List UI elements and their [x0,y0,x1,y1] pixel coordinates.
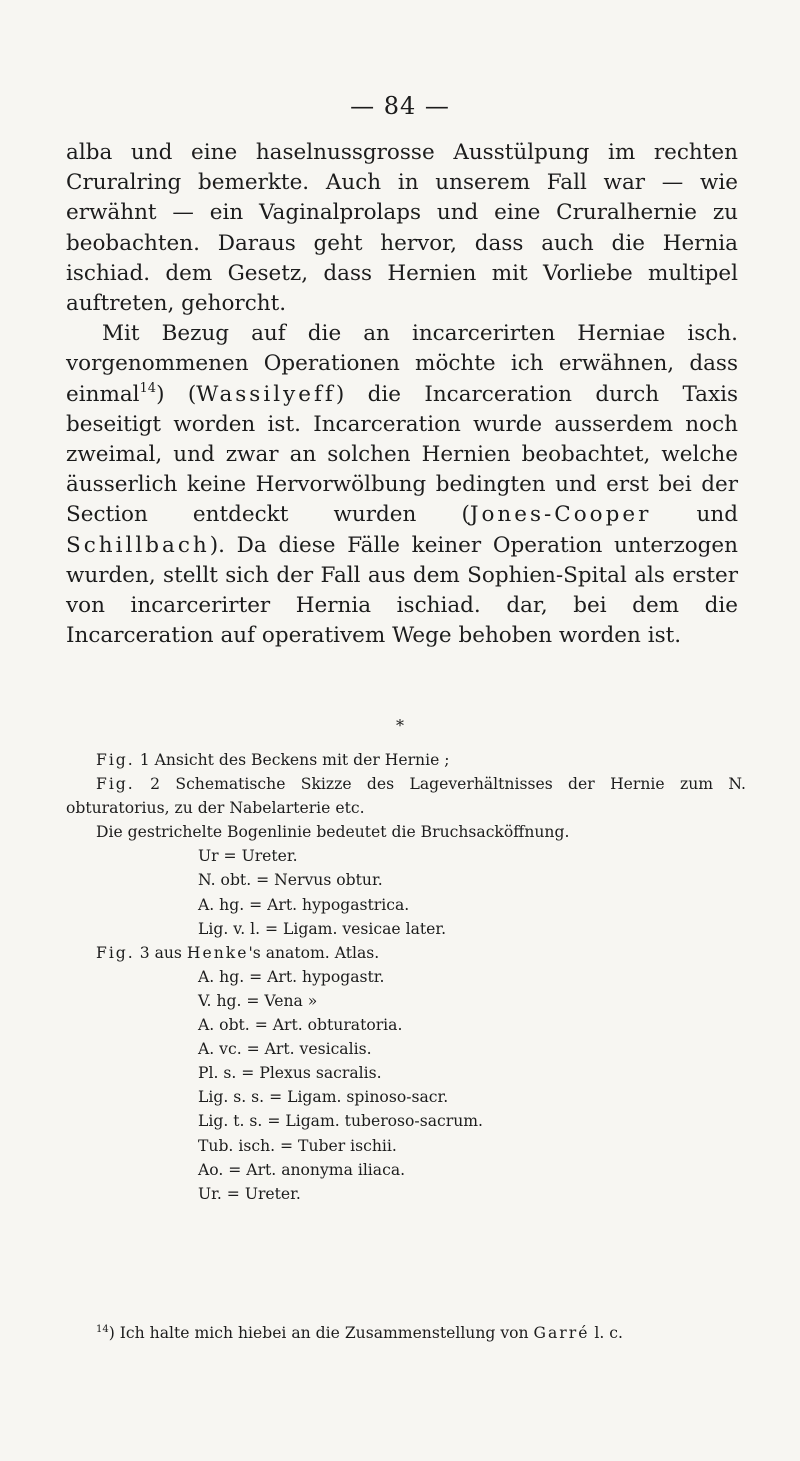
paragraph-1: alba und eine haselnussgrosse Ausstülpung im rechten Cruralring bemerkte. Auch in unserem Fall war — wie erwähnt — ein Vaginalprolaps und eine Cruralhernie zu beobachten. Daraus geht hervor, dass auch die Hernia ischiad. dem Gesetz, dass Hernien mit Vorliebe multipel auftreten, gehorcht. [66,140,738,317]
legend-row: Lig. t. s. = Ligam. tuberoso-sacrum. [198,1112,483,1131]
footnote [66,1321,746,1345]
legend-row: Ur = Ureter. [198,847,298,866]
paragraph-2-part2: ) ( [156,381,197,407]
fig2-caption [66,772,746,820]
author-garre: Garré [533,1324,590,1342]
legend-row: Pl. s. = Plexus sacralis. [198,1064,382,1083]
paragraph-2 [66,319,738,651]
legend-row: A. vc. = Art. vesicalis. [198,1040,372,1059]
author-jones-cooper: Jones-Cooper [469,502,652,528]
page-number: — 84 — [350,92,450,120]
section-ornament: * [396,716,404,735]
legend-row: A. hg. = Art. hypogastr. [198,967,385,986]
fig2-label: Fig. [96,775,135,794]
fig3-text-a: 3 aus [139,943,187,962]
legend-row: Lig. s. s. = Ligam. spinoso-sacr. [198,1088,449,1107]
legend-row: Ur. = Ureter. [198,1184,301,1203]
paragraph-2-part3: ) die Incarceration durch Taxis beseitigt worden ist. Incarceration wurde ausserdem noch zweimal, und zwar an solchen Hernien beobachtet, welche äusserlich keine Hervorwölbung bedingten und erst bei der Section entdeckt wurden ( [66,381,738,528]
author-henke: Henke [186,943,249,962]
fig1-caption [66,748,746,772]
footnote-mark: 14 [96,1324,109,1335]
legend-row: Tub. isch. = Tuber ischii. [198,1136,397,1155]
paragraph-2-part5: ). Da diese Fälle keiner Operation unterzogen wurden, stellt sich der Fall aus dem Sophien-Spital als erster von incarcerirter Hernia ischiad. dar, bei dem die Incarceration auf operativem Wege behoben worden ist. [66,532,738,649]
footnote-text-a: ) Ich halte mich hiebei an die Zusammenstellung von [108,1324,534,1342]
fig3-text-b: 's anatom. Atlas. [248,943,380,962]
legend-row: V. hg. = Vena » [198,991,318,1010]
fig1-label: Fig. [96,751,135,769]
fig3-label: Fig. [96,943,135,962]
fig3-caption [66,941,746,965]
fig2-note: Die gestrichelte Bogenlinie bedeutet die Bruchsacköffnung. [96,823,570,842]
legend-row: Lig. v. l. = Ligam. vesicae later. [198,919,447,938]
paragraph-2-part4: und [651,502,738,528]
figure-captions [66,748,746,1206]
footnote-text [66,1321,746,1345]
author-wassilyeff: Wassilyeff [196,381,336,407]
legend-row: N. obt. = Nervus obtur. [198,871,383,890]
legend-row: Ao. = Art. anonyma iliaca. [198,1160,406,1179]
fig2-text: 2 Schematische Skizze des Lageverhältnisses der Hernie zum N. obturatorius, zu der Nabelarterie etc. [66,775,746,818]
body-text [66,138,738,651]
legend-row: A. obt. = Art. obturatoria. [198,1016,403,1035]
fig1-text: 1 Ansicht des Beckens mit der Hernie ; [139,751,450,769]
paragraph-2-part1: Mit Bezug auf die an incarcerirten Herniae isch. vorgenommenen Operationen möchte ich erwähnen, dass einmal [66,321,738,407]
footnote-ref: 14 [139,380,157,396]
author-schillbach: Schillbach [66,532,210,558]
footnote-text-b: l. c. [589,1324,623,1342]
legend-row: A. hg. = Art. hypogastrica. [198,895,410,914]
